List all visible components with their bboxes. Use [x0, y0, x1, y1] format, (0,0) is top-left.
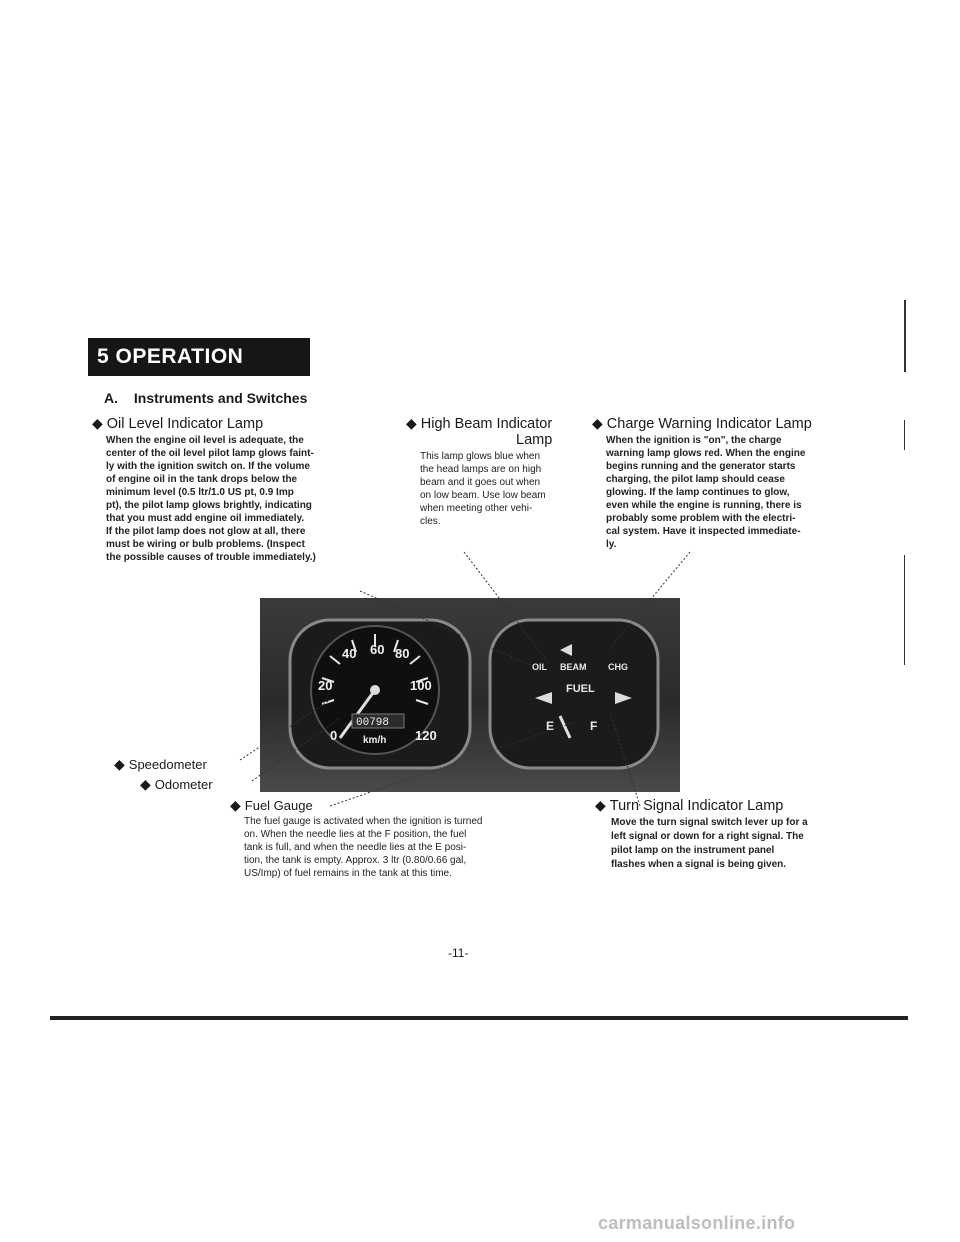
diamond-bullet-icon: ◆	[92, 415, 103, 431]
high-beam-heading: ◆ High Beam Indicator	[406, 415, 553, 432]
subsection-letter: A.	[104, 390, 118, 406]
speed-label-80: 80	[395, 646, 410, 661]
fuel-full-label: F	[590, 719, 598, 733]
speed-label-0: 0	[330, 728, 338, 743]
turn-signal-text: Move the turn signal switch lever up for a left signal or down for a right signal. The pilot lamp on the instrument panel flashes when a signal is being given.	[611, 817, 808, 870]
watermark-text: carmanualsonline.info	[598, 1213, 796, 1233]
beam-lamp-label: BEAM	[560, 662, 587, 672]
diamond-bullet-icon: ◆	[595, 797, 606, 813]
chg-lamp-label: CHG	[608, 662, 628, 672]
subsection-title: Instruments and Switches	[133, 390, 308, 406]
fuel-gauge-heading: ◆ Fuel Gauge	[230, 797, 313, 813]
speed-label-60: 60	[370, 642, 385, 657]
fuel-gauge-block	[230, 797, 600, 880]
section-title: OPERATION	[115, 345, 244, 368]
page-number: -11-	[448, 946, 469, 960]
diamond-bullet-icon: ◆	[140, 776, 151, 792]
speed-label-100: 100	[410, 678, 432, 693]
odometer-caption: ◆ Odometer	[140, 776, 213, 792]
oil-level-text: When the engine oil level is adequate, the center of the oil level pilot lamp glows faint- ly with the ignition switch on. If the volume of engine oil in the tank drops below the minimum level (0.5 ltr/1.0 US pt, 0.9 Imp pt), the pilot lamp glows brightly, indicating that you must add engine oil immediately. If the pilot lamp does not glow at all, there must be wiring or bulb problems. (Inspect the possible causes of trouble immediately.)	[106, 435, 316, 563]
diamond-bullet-icon: ◆	[114, 756, 125, 772]
oil-level-heading: ◆ Oil Level Indicator Lamp	[92, 415, 264, 432]
speed-unit-label: km/h	[363, 735, 387, 746]
speed-label-120: 120	[415, 728, 437, 743]
scan-edge-mark	[904, 420, 905, 450]
diamond-bullet-icon: ◆	[230, 797, 241, 813]
scan-edge-mark	[904, 300, 906, 372]
high-beam-heading-line2: Lamp	[516, 432, 553, 448]
odometer-digits: 00798	[356, 717, 390, 729]
charge-warning-text: When the ignition is "on", the charge warning lamp glows red. When the engine begins running and the generator starts charging, the pilot lamp should cease glowing. If the lamp continues to glow, even while the engine is running, there is probably some problem with the electri- cal system. Have it inspected immediate- ly.	[606, 435, 806, 550]
speed-label-40: 40	[342, 646, 357, 661]
diamond-bullet-icon: ◆	[406, 415, 417, 431]
fuel-empty-label: E	[546, 719, 555, 733]
speedometer-caption: ◆ Speedometer	[114, 756, 207, 772]
fuel-gauge-text: The fuel gauge is activated when the ignition is turned on. When the needle lies at the F position, the fuel tank is full, and when the needle lies at the E posi- tion, the tank is empty. Approx. 3 ltr (0.80/0.66 gal, US/Imp) of fuel remains in the tank at this time.	[244, 816, 483, 879]
turn-signal-heading: ◆ Turn Signal Indicator Lamp	[595, 797, 784, 814]
scan-edge-mark	[904, 555, 905, 665]
fuel-gauge-label: FUEL	[566, 683, 595, 695]
turn-signal-block	[595, 797, 885, 872]
section-number: 5	[97, 345, 110, 368]
oil-lamp-label: OIL	[532, 662, 547, 672]
charge-warning-heading: ◆ Charge Warning Indicator Lamp	[592, 415, 812, 432]
diamond-bullet-icon: ◆	[592, 415, 603, 431]
high-beam-text: This lamp glows blue when the head lamps are on high beam and it goes out when on low beam. Use low beam when meeting other vehi- cles.	[420, 451, 546, 527]
footer-rule	[50, 1016, 908, 1020]
speed-label-20: 20	[318, 678, 333, 693]
